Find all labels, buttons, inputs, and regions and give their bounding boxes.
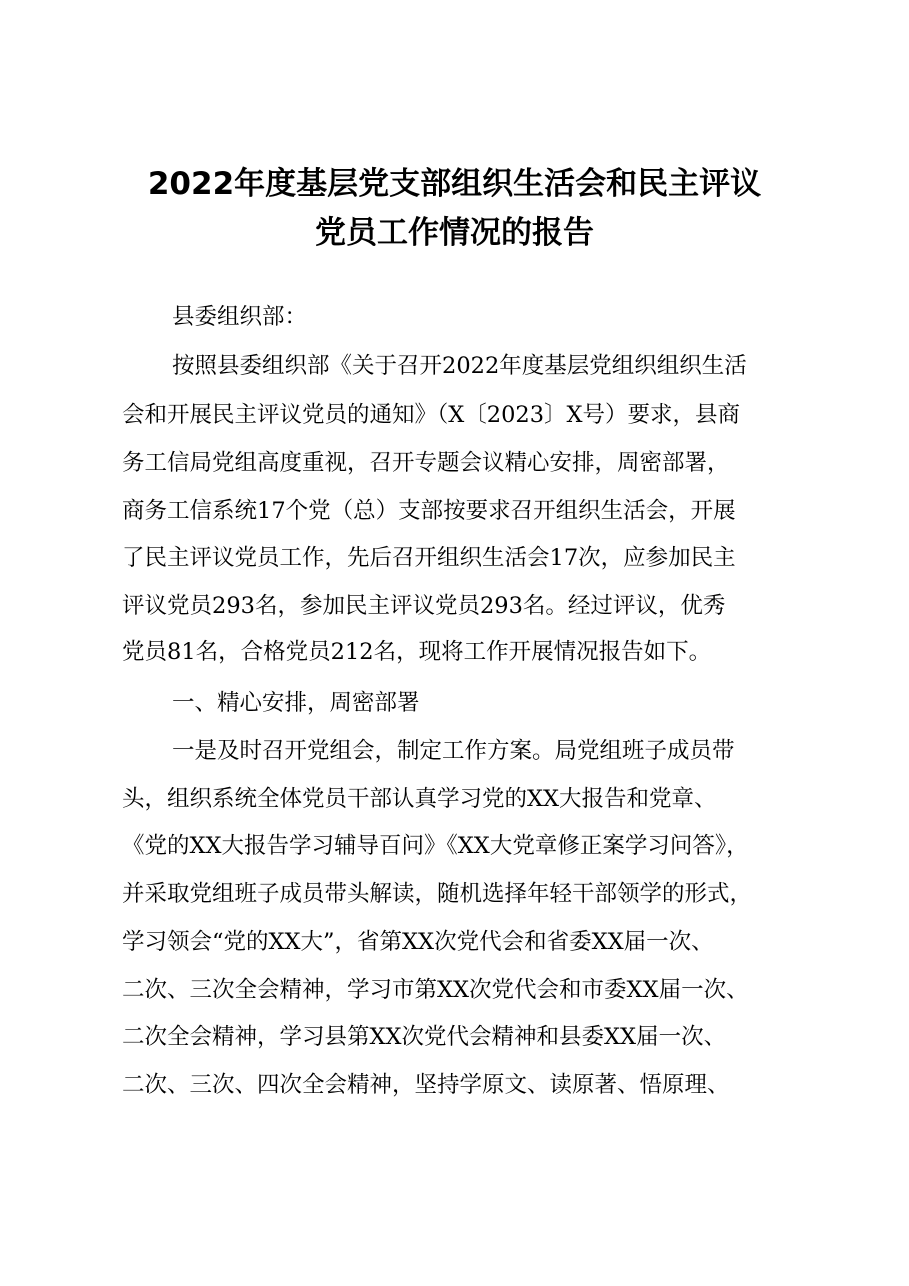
paragraph-line: 二次、三次全会精神，学习市第XX次党代会和市委XX届一次、 <box>122 977 749 1003</box>
paragraph-line: 一是及时召开党组会，制定工作方案。局党组班子成员带 <box>172 738 735 764</box>
paragraph-line: 了民主评议党员工作，先后召开组织生活会17次，应参加民主 <box>122 545 736 571</box>
paragraph-line: 二次全会精神，学习县第XX次党代会精神和县委XX届一次、 <box>122 1024 727 1050</box>
paragraph-line: 二次、三次、四次全会精神，坚持学原文、读原著、悟原理、 <box>122 1072 730 1098</box>
document-title-line-2: 党员工作情况的报告 <box>315 215 594 251</box>
salutation: 县委组织部： <box>172 304 308 330</box>
paragraph-line: 党员81名，合格党员212名，现将工作开展情况报告如下。 <box>122 639 712 665</box>
paragraph-line: 商务工信系统17个党（总）支部按要求召开组织生活会，开展 <box>122 498 736 524</box>
paragraph-line: 学习领会“党的XX大”，省第XX次党代会和省委XX届一次、 <box>122 929 714 955</box>
paragraph-line: 会和开展民主评议党员的通知》（X〔2023〕X号）要求，县商 <box>122 402 741 428</box>
paragraph-line: 务工信局党组高度重视，召开专题会议精心安排，周密部署， <box>122 450 730 476</box>
section-heading: 一、精心安排，周密部署 <box>172 690 420 716</box>
document-title-line-1: 2022年度基层党支部组织生活会和民主评议 <box>147 166 762 202</box>
paragraph-line: 评议党员293名，参加民主评议党员293名。经过评议，优秀 <box>122 593 726 619</box>
paragraph-line: 按照县委组织部《关于召开2022年度基层党组织组织生活 <box>172 353 747 379</box>
paragraph-line: 并采取党组班子成员带头解读，随机选择年轻干部领学的形式， <box>122 881 753 907</box>
paragraph-line: 头，组织系统全体党员干部认真学习党的XX大报告和党章、 <box>122 786 717 812</box>
paragraph-line: 《党的XX大报告学习辅导百问》《XX大党章修正案学习问答》， <box>122 833 749 859</box>
